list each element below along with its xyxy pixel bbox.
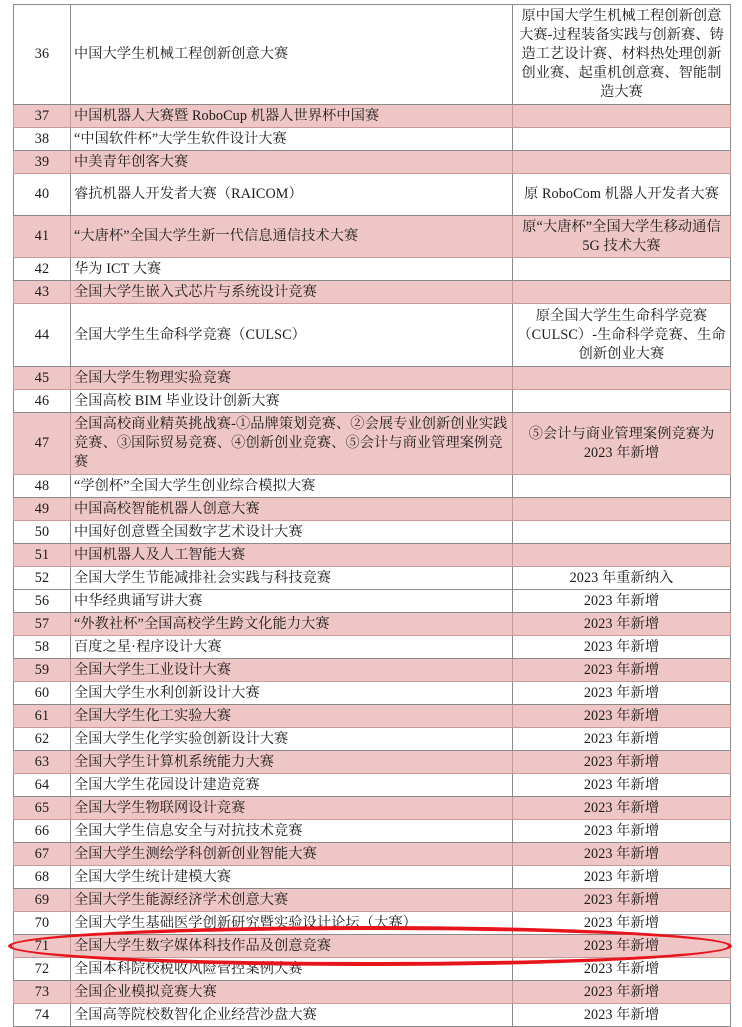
competition-name-cell: 全国高校 BIM 毕业设计创新大赛 — [71, 390, 513, 413]
row-number-cell: 70 — [14, 912, 71, 935]
table-row — [14, 659, 731, 682]
row-number-cell: 37 — [14, 105, 71, 128]
row-number-cell: 46 — [14, 390, 71, 413]
table-row — [14, 304, 731, 367]
remark-cell — [513, 128, 731, 151]
row-number-cell: 40 — [14, 174, 71, 216]
remark-cell: 2023 年新增 — [513, 889, 731, 912]
competition-name-cell: 全国大学生能源经济学术创意大赛 — [71, 889, 513, 912]
row-number-cell: 59 — [14, 659, 71, 682]
competition-name-cell: 中国好创意暨全国数字艺术设计大赛 — [71, 521, 513, 544]
table-row — [14, 475, 731, 498]
table-row — [14, 682, 731, 705]
remark-cell: 2023 年新增 — [513, 912, 731, 935]
table-row — [14, 544, 731, 567]
row-number-cell: 41 — [14, 216, 71, 258]
table-row — [14, 912, 731, 935]
row-number-cell: 58 — [14, 636, 71, 659]
remark-cell: 2023 年新增 — [513, 613, 731, 636]
competition-name-cell: 全国大学生化工实验大赛 — [71, 705, 513, 728]
competition-name-cell: “大唐杯”全国大学生新一代信息通信技术大赛 — [71, 216, 513, 258]
competition-name-cell: 全国高校商业精英挑战赛-①品牌策划竞赛、②会展专业创新创业实践竞赛、③国际贸易竞赛、④创新创业竞赛、⑤会计与商业管理案例竞赛 — [71, 413, 513, 475]
row-number-cell: 60 — [14, 682, 71, 705]
remark-cell: 2023 年新增 — [513, 774, 731, 797]
remark-cell — [513, 498, 731, 521]
remark-cell — [513, 367, 731, 390]
competition-name-cell: 全国大学生水利创新设计大赛 — [71, 682, 513, 705]
remark-cell: 2023 年新增 — [513, 797, 731, 820]
remark-cell: 2023 年重新纳入 — [513, 567, 731, 590]
competition-name-cell: “外教社杯”全国高校学生跨文化能力大赛 — [71, 613, 513, 636]
remark-cell — [513, 544, 731, 567]
row-number-cell: 65 — [14, 797, 71, 820]
row-number-cell: 66 — [14, 820, 71, 843]
table-row — [14, 5, 731, 105]
remark-cell — [513, 258, 731, 281]
competition-name-cell: “学创杯”全国大学生创业综合模拟大赛 — [71, 475, 513, 498]
table-row — [14, 151, 731, 174]
row-number-cell: 44 — [14, 304, 71, 367]
row-number-cell: 71 — [14, 935, 71, 958]
competition-name-cell: 全国大学生物理实验竞赛 — [71, 367, 513, 390]
remark-cell — [513, 521, 731, 544]
competition-name-cell: 全国大学生计算机系统能力大赛 — [71, 751, 513, 774]
remark-cell: 2023 年新增 — [513, 820, 731, 843]
table-row — [14, 413, 731, 475]
competition-name-cell: 睿抗机器人开发者大赛（RAICOM） — [71, 174, 513, 216]
competition-name-cell: 全国大学生统计建模大赛 — [71, 866, 513, 889]
competition-name-cell: 全国大学生花园设计建造竞赛 — [71, 774, 513, 797]
remark-cell — [513, 105, 731, 128]
remark-cell: 2023 年新增 — [513, 935, 731, 958]
row-number-cell: 64 — [14, 774, 71, 797]
competition-name-cell: 中华经典诵写讲大赛 — [71, 590, 513, 613]
competition-name-cell: 全国大学生工业设计大赛 — [71, 659, 513, 682]
remark-cell: 原中国大学生机械工程创新创意大赛-过程装备实践与创新赛、铸造工艺设计赛、材料热处理创新创业赛、起重机创意赛、智能制造大赛 — [513, 5, 731, 105]
table-row — [14, 105, 731, 128]
table-row — [14, 797, 731, 820]
competition-name-cell: 全国大学生化学实验创新设计大赛 — [71, 728, 513, 751]
remark-cell — [513, 475, 731, 498]
competition-name-cell: 中国机器人及人工智能大赛 — [71, 544, 513, 567]
remark-cell: 原全国大学生生命科学竞赛（CULSC）-生命科学竞赛、生命创新创业大赛 — [513, 304, 731, 367]
remark-cell: 2023 年新增 — [513, 866, 731, 889]
remark-cell: 2023 年新增 — [513, 590, 731, 613]
remark-cell: 2023 年新增 — [513, 659, 731, 682]
table-row — [14, 590, 731, 613]
table-row — [14, 216, 731, 258]
table-row — [14, 820, 731, 843]
row-number-cell: 63 — [14, 751, 71, 774]
competition-name-cell: 中国大学生机械工程创新创意大赛 — [71, 5, 513, 105]
table-row — [14, 728, 731, 751]
table-row — [14, 174, 731, 216]
competition-name-cell: 全国本科院校税收风险管控案例大赛 — [71, 958, 513, 981]
competition-name-cell: 百度之星·程序设计大赛 — [71, 636, 513, 659]
remark-cell: 2023 年新增 — [513, 751, 731, 774]
row-number-cell: 51 — [14, 544, 71, 567]
row-number-cell: 56 — [14, 590, 71, 613]
table-row — [14, 935, 731, 958]
row-number-cell: 67 — [14, 843, 71, 866]
competition-name-cell: 全国大学生嵌入式芯片与系统设计竞赛 — [71, 281, 513, 304]
competition-name-cell: 全国大学生数字媒体科技作品及创意竞赛 — [71, 935, 513, 958]
row-number-cell: 69 — [14, 889, 71, 912]
row-number-cell: 43 — [14, 281, 71, 304]
remark-cell — [513, 151, 731, 174]
table-row — [14, 128, 731, 151]
remark-cell: 2023 年新增 — [513, 1004, 731, 1027]
table-row — [14, 843, 731, 866]
table-row — [14, 981, 731, 1004]
remark-cell: 2023 年新增 — [513, 981, 731, 1004]
table-row — [14, 613, 731, 636]
competition-name-cell: 全国大学生信息安全与对抗技术竞赛 — [71, 820, 513, 843]
competition-name-cell: 全国高等院校数智化企业经营沙盘大赛 — [71, 1004, 513, 1027]
row-number-cell: 45 — [14, 367, 71, 390]
competition-name-cell: 中美青年创客大赛 — [71, 151, 513, 174]
table-row — [14, 889, 731, 912]
row-number-cell: 72 — [14, 958, 71, 981]
row-number-cell: 74 — [14, 1004, 71, 1027]
competition-name-cell: 华为 ICT 大赛 — [71, 258, 513, 281]
competition-name-cell: “中国软件杯”大学生软件设计大赛 — [71, 128, 513, 151]
remark-cell: ⑤会计与商业管理案例竞赛为 2023 年新增 — [513, 413, 731, 475]
remark-cell: 原“大唐杯”全国大学生移动通信 5G 技术大赛 — [513, 216, 731, 258]
remark-cell — [513, 281, 731, 304]
table-row — [14, 567, 731, 590]
table-row — [14, 705, 731, 728]
row-number-cell: 50 — [14, 521, 71, 544]
row-number-cell: 39 — [14, 151, 71, 174]
competition-name-cell: 中国机器人大赛暨 RoboCup 机器人世界杯中国赛 — [71, 105, 513, 128]
competition-name-cell: 全国大学生生命科学竞赛（CULSC） — [71, 304, 513, 367]
table-body — [14, 5, 731, 1027]
table-row — [14, 367, 731, 390]
competition-name-cell: 全国企业模拟竞赛大赛 — [71, 981, 513, 1004]
table-row — [14, 958, 731, 981]
competition-list-table — [13, 4, 731, 1027]
table-row — [14, 498, 731, 521]
row-number-cell: 38 — [14, 128, 71, 151]
table-row — [14, 281, 731, 304]
remark-cell: 2023 年新增 — [513, 958, 731, 981]
row-number-cell: 61 — [14, 705, 71, 728]
row-number-cell: 52 — [14, 567, 71, 590]
row-number-cell: 73 — [14, 981, 71, 1004]
table-row — [14, 866, 731, 889]
table-row — [14, 751, 731, 774]
competition-name-cell: 全国大学生节能减排社会实践与科技竞赛 — [71, 567, 513, 590]
row-number-cell: 42 — [14, 258, 71, 281]
row-number-cell: 62 — [14, 728, 71, 751]
row-number-cell: 36 — [14, 5, 71, 105]
table-row — [14, 636, 731, 659]
competition-name-cell: 全国大学生物联网设计竞赛 — [71, 797, 513, 820]
table-row — [14, 258, 731, 281]
row-number-cell: 47 — [14, 413, 71, 475]
competition-name-cell: 全国大学生基础医学创新研究暨实验设计论坛（大赛） — [71, 912, 513, 935]
remark-cell: 原 RoboCom 机器人开发者大赛 — [513, 174, 731, 216]
competition-name-cell: 全国大学生测绘学科创新创业智能大赛 — [71, 843, 513, 866]
remark-cell: 2023 年新增 — [513, 636, 731, 659]
table-row — [14, 390, 731, 413]
remark-cell: 2023 年新增 — [513, 682, 731, 705]
row-number-cell: 49 — [14, 498, 71, 521]
table-row — [14, 521, 731, 544]
remark-cell: 2023 年新增 — [513, 728, 731, 751]
remark-cell: 2023 年新增 — [513, 843, 731, 866]
row-number-cell: 57 — [14, 613, 71, 636]
competition-name-cell: 中国高校智能机器人创意大赛 — [71, 498, 513, 521]
row-number-cell: 68 — [14, 866, 71, 889]
remark-cell — [513, 390, 731, 413]
row-number-cell: 48 — [14, 475, 71, 498]
table-row — [14, 774, 731, 797]
remark-cell: 2023 年新增 — [513, 705, 731, 728]
